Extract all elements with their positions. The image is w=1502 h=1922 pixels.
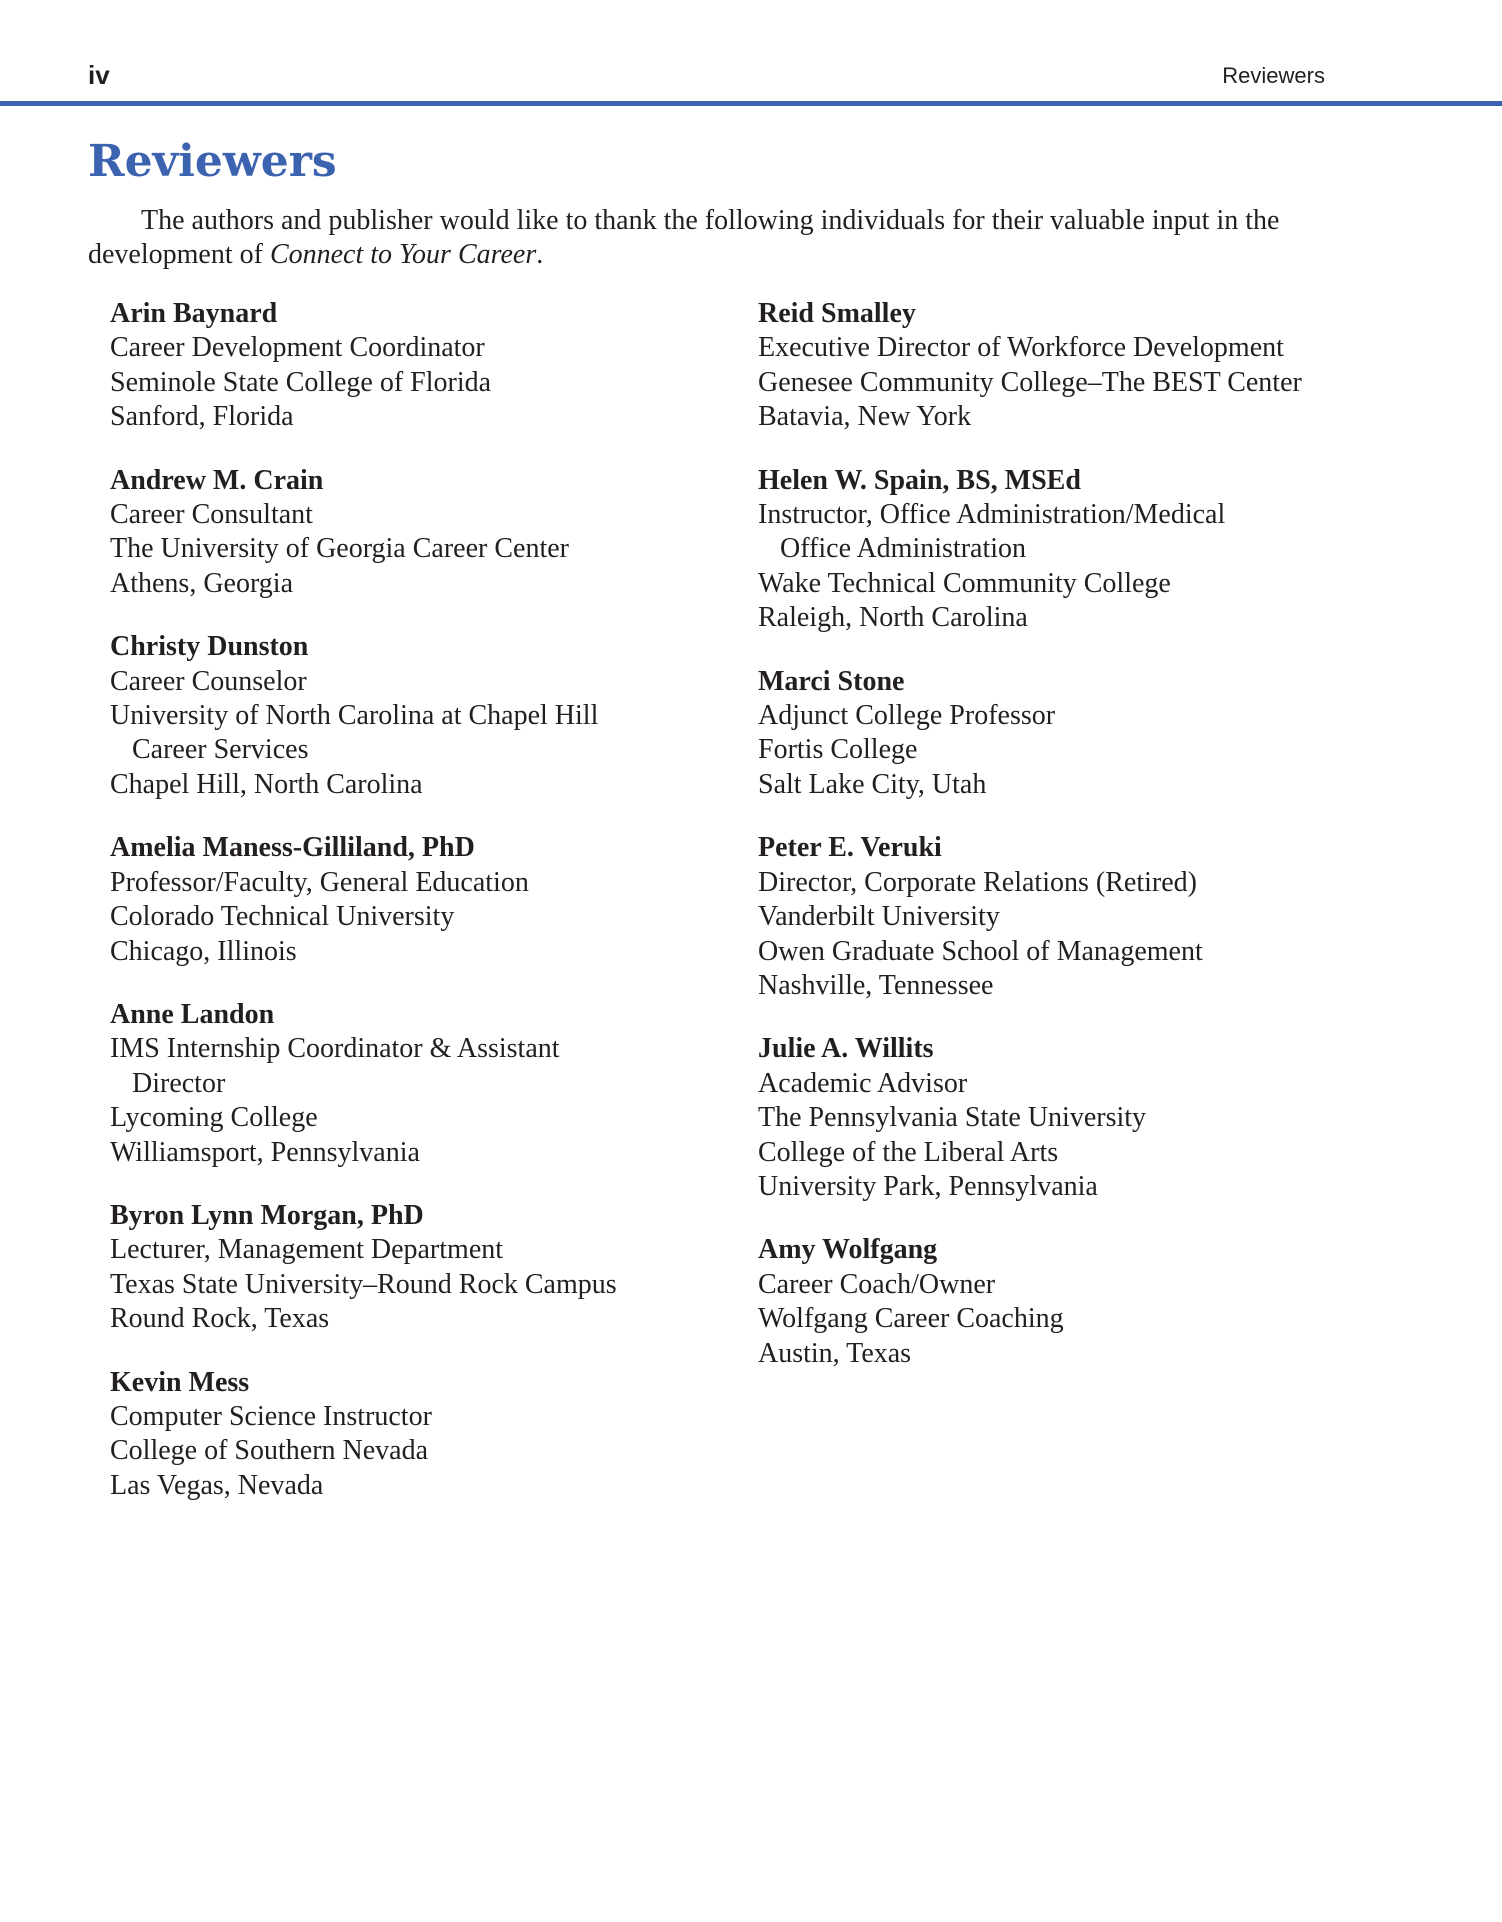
- reviewer-location: Batavia, New York: [758, 401, 972, 433]
- reviewer-location: Salt Lake City, Utah: [758, 768, 987, 800]
- reviewer-location: Austin, Texas: [758, 1337, 912, 1369]
- reviewer-institution: Fortis College: [758, 734, 918, 766]
- page-number: iv: [88, 60, 110, 90]
- reviewer-title: IMS Internship Coordinator & Assistant: [110, 1033, 560, 1065]
- reviewer-title: Computer Science Instructor: [110, 1400, 432, 1432]
- reviewer-entry: [110, 1199, 730, 1337]
- reviewer-title: Executive Director of Workforce Development: [758, 332, 1284, 364]
- reviewer-entry: [758, 297, 1378, 435]
- reviewer-institution: Colorado Technical University: [110, 901, 455, 933]
- reviewer-institution: College of Southern Nevada: [110, 1435, 429, 1467]
- reviewer-entry: [758, 1032, 1378, 1204]
- intro-paragraph: [88, 204, 1328, 272]
- running-title: Reviewers: [1222, 63, 1325, 88]
- reviewer-institution-continued: Career Services: [132, 734, 309, 766]
- reviewer-title-continued: Office Administration: [780, 533, 1026, 565]
- reviewer-name: Reid Smalley: [758, 298, 916, 329]
- reviewer-title: Director, Corporate Relations (Retired): [758, 866, 1197, 898]
- reviewer-name: Peter E. Veruki: [758, 832, 942, 864]
- reviewer-title: Instructor, Office Administration/Medical: [758, 499, 1226, 531]
- reviewer-institution: Texas State University–Round Rock Campus: [110, 1268, 617, 1300]
- reviewer-title: Career Development Coordinator: [110, 332, 485, 364]
- reviewer-institution: The Pennsylvania State University: [758, 1102, 1147, 1134]
- reviewer-name: Amelia Maness-Gilliland, PhD: [110, 832, 475, 864]
- reviewer-institution: The University of Georgia Career Center: [110, 533, 569, 565]
- book-title: Connect to Your Career: [269, 239, 537, 270]
- reviewer-institution: University of North Carolina at Chapel Hill: [110, 700, 599, 732]
- reviewer-institution: Wolfgang Career Coaching: [758, 1303, 1064, 1335]
- reviewer-name: Kevin Mess: [110, 1366, 250, 1398]
- reviewer-name: Arin Baynard: [110, 298, 278, 329]
- reviewer-title: Lecturer, Management Department: [110, 1234, 504, 1266]
- reviewer-title: Adjunct College Professor: [758, 700, 1056, 732]
- reviewer-name: Christy Dunston: [110, 631, 309, 663]
- reviewer-entry: [758, 1233, 1378, 1371]
- reviewer-location: Chicago, Illinois: [110, 935, 297, 967]
- reviewers-right-column: [758, 297, 1378, 1400]
- reviewer-name: Andrew M. Crain: [110, 464, 324, 496]
- reviewer-title: Career Counselor: [110, 665, 307, 697]
- reviewer-entry: [110, 831, 730, 969]
- reviewer-institution: Lycoming College: [110, 1102, 318, 1134]
- reviewer-location: Round Rock, Texas: [110, 1303, 330, 1335]
- reviewer-entry: [110, 464, 730, 602]
- reviewer-title: Career Consultant: [110, 499, 313, 531]
- reviewer-institution-school: Owen Graduate School of Management: [758, 935, 1203, 967]
- reviewer-name: Anne Landon: [110, 998, 275, 1030]
- reviewer-name: Helen W. Spain, BS, MSEd: [758, 464, 1081, 496]
- reviewer-entry: [110, 1366, 730, 1504]
- reviewer-name: Marci Stone: [758, 665, 905, 697]
- running-head: [0, 0, 1502, 106]
- reviewer-entry: [758, 665, 1378, 803]
- reviewer-name: Julie A. Willits: [758, 1033, 934, 1065]
- reviewer-location: Raleigh, North Carolina: [758, 602, 1028, 634]
- reviewer-location: Las Vegas, Nevada: [110, 1469, 324, 1501]
- reviewer-entry: [110, 998, 730, 1170]
- reviewers-left-column: [110, 297, 730, 1532]
- reviewer-location: Athens, Georgia: [110, 567, 293, 599]
- page-title: Reviewers: [88, 136, 337, 187]
- reviewer-entry: [758, 464, 1378, 636]
- reviewer-institution: Genesee Community College–The BEST Center: [758, 366, 1302, 398]
- reviewer-entry: [110, 630, 730, 802]
- reviewer-entry: [758, 831, 1378, 1003]
- reviewer-location: University Park, Pennsylvania: [758, 1170, 1098, 1202]
- reviewer-name: Byron Lynn Morgan, PhD: [110, 1199, 424, 1231]
- reviewer-institution: Vanderbilt University: [758, 901, 1000, 933]
- reviewer-location: Nashville, Tennessee: [758, 969, 994, 1001]
- reviewer-location: Chapel Hill, North Carolina: [110, 768, 423, 800]
- reviewer-institution-school: College of the Liberal Arts: [758, 1136, 1059, 1168]
- reviewer-title: Professor/Faculty, General Education: [110, 866, 529, 898]
- intro-text: The authors and publisher would like to thank the following individuals for their valuable input in the development of: [88, 205, 1280, 270]
- reviewer-title: Career Coach/Owner: [758, 1268, 996, 1300]
- reviewer-institution: Seminole State College of Florida: [110, 366, 492, 398]
- reviewer-name: Amy Wolfgang: [758, 1234, 938, 1266]
- intro-period: .: [536, 239, 544, 270]
- reviewer-location: Williamsport, Pennsylvania: [110, 1136, 420, 1168]
- reviewer-institution: Wake Technical Community College: [758, 567, 1171, 599]
- reviewer-location: Sanford, Florida: [110, 401, 294, 433]
- reviewer-title-continued: Director: [132, 1067, 226, 1099]
- reviewer-title: Academic Advisor: [758, 1067, 968, 1099]
- reviewer-entry: [110, 297, 730, 435]
